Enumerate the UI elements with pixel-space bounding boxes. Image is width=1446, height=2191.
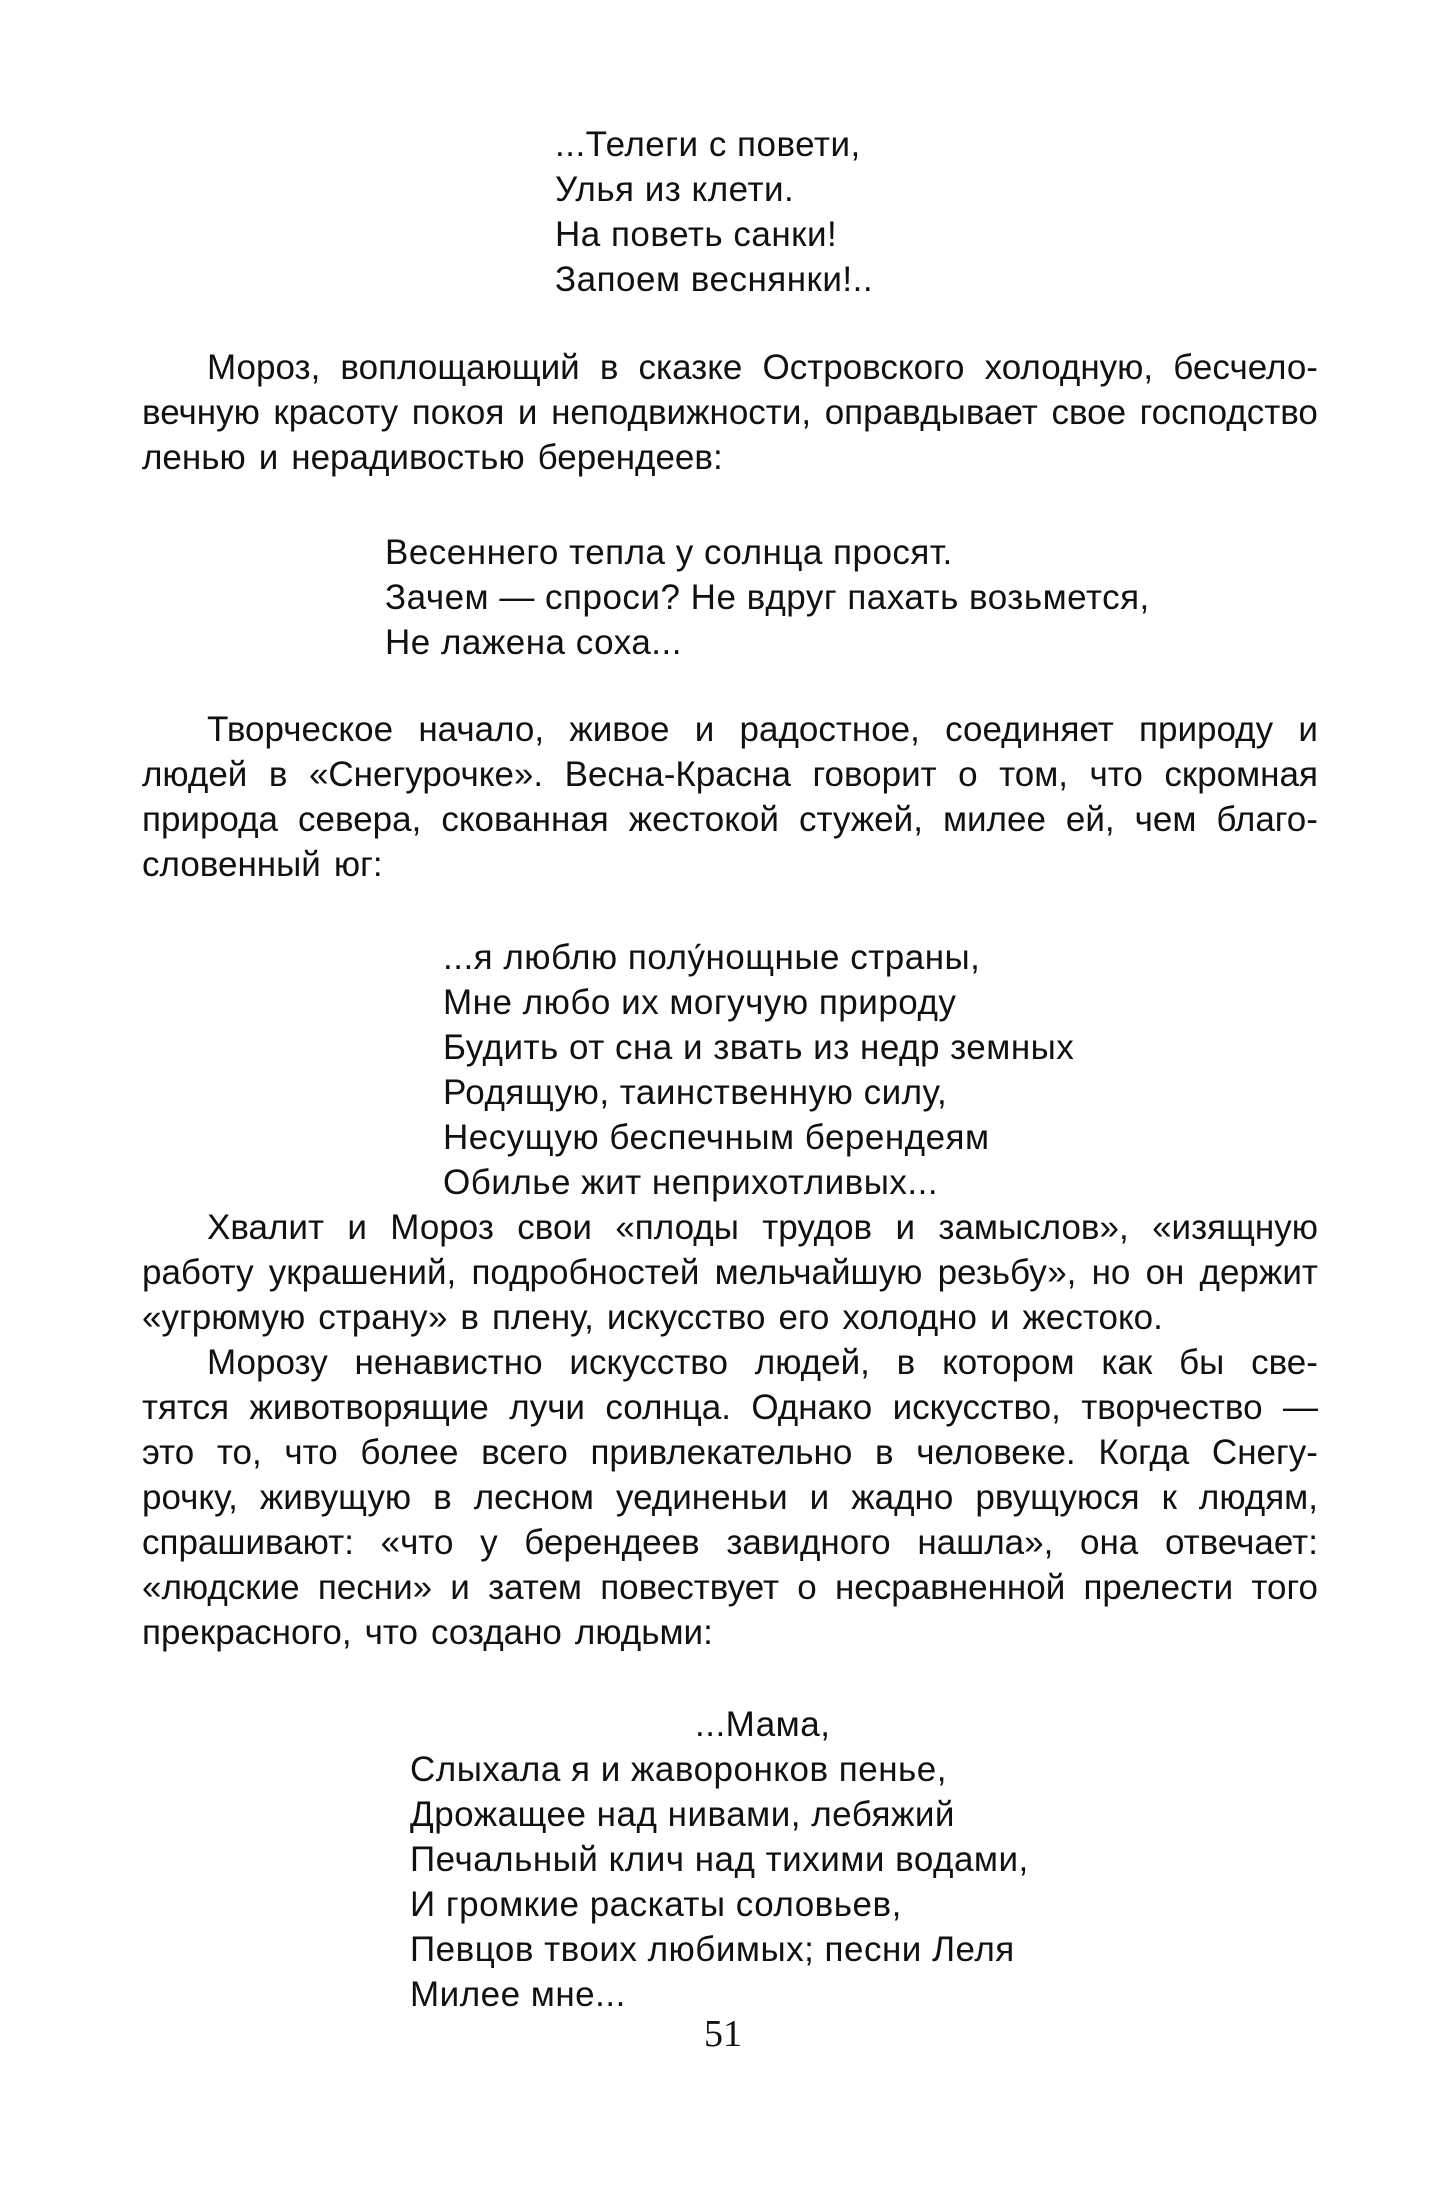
word: творчество [1081,1388,1263,1427]
word: Творческое [207,710,394,749]
word: искусство, [892,1388,1061,1427]
prose-line [142,752,1318,797]
word: прелести [1083,1568,1234,1607]
verse-line: На поветь санки! [555,215,838,254]
word: «изящную [1152,1208,1318,1247]
word: сказке [638,348,743,387]
word: людей [142,755,248,794]
word: благо- [1216,800,1318,839]
word: том, [999,755,1069,794]
verse-1 [555,122,873,302]
word: Морозу [207,1343,328,1382]
prose-line [142,345,1318,390]
verse-line: ...я люблю полу́нощные страны, [443,938,981,977]
word: соединяет [945,710,1114,749]
verse-line: Будить от сна и звать из недр земных [443,1028,1075,1067]
verse-4 [410,1702,1029,2017]
prose-line [142,797,1318,842]
word: свои [517,1208,592,1247]
verse-line: Певцов твоих любимых; песни Леля [410,1930,1015,1969]
word: и [809,1478,830,1517]
word: привлекательно [590,1433,853,1472]
verse-line: Родящую, таинственную силу, [443,1073,948,1112]
word: севера, [298,800,422,839]
word: «людские [142,1568,300,1607]
word: он [1145,1253,1185,1292]
verse-line: И громкие раскаты соловьев, [410,1885,902,1924]
word: то, [216,1433,262,1472]
word: плену, [492,1298,594,1337]
word: затем [488,1568,582,1607]
verse-line: Мне любо их могучую природу [443,983,957,1022]
verse-line: Зачем — спроси? Не вдруг пахать возьмется, [385,578,1150,617]
paragraph-1 [142,345,1318,480]
word: и [1298,710,1318,749]
word: но [1091,1253,1131,1292]
word: и [517,393,538,432]
prose-line [142,1205,1318,1250]
prose-line [142,1520,1318,1565]
word: о [797,1568,817,1607]
word: в [460,1298,480,1337]
word: вечную [142,393,260,432]
word: у [480,1523,498,1562]
word: нашла», [917,1523,1054,1562]
prose-line [142,1475,1318,1520]
word: в [896,1343,916,1382]
word: ей, [1065,800,1115,839]
word: резьбу», [937,1253,1077,1292]
word: рвущуюся [975,1478,1140,1517]
word: держит [1199,1253,1318,1292]
verse-line: ...Телеги с повети, [555,125,861,164]
word: и [258,438,279,477]
word: — [1282,1388,1318,1427]
word: повествует [600,1568,780,1607]
prose-line [142,1430,1318,1475]
word: холодную, [984,348,1154,387]
word: говорит [812,755,937,794]
word: живущую [259,1478,412,1517]
word: ленью [142,438,246,477]
word: красоту [273,393,399,432]
word: све- [1251,1343,1318,1382]
word: в [599,348,619,387]
word: животворящие [249,1388,489,1427]
word: людьми: [574,1613,713,1652]
word: берендеев [524,1523,700,1562]
prose-line [142,1340,1318,1385]
word: покоя [411,393,505,432]
word: природу [1139,710,1274,749]
word: свое [1051,393,1127,432]
word: лесном [473,1478,594,1517]
word: берендеев: [537,438,723,477]
prose-line [142,435,1318,480]
word: оправдывает [824,393,1038,432]
word: о [958,755,978,794]
word: это [142,1433,195,1472]
word: искусство [606,1298,766,1337]
prose-line [142,707,1318,752]
word: что [1089,755,1143,794]
page-number: 51 [704,2013,742,2055]
word: трудов [762,1208,873,1247]
word: украшений, [268,1253,457,1292]
word: что [284,1433,338,1472]
word: «Снегурочке». [308,755,544,794]
word: прекрасного, [142,1613,352,1652]
word: в [268,755,288,794]
word: более [360,1433,459,1472]
word: того [1251,1568,1318,1607]
prose-line [142,1295,1318,1340]
word: стужей, [798,800,923,839]
word: Снегу- [1211,1433,1318,1472]
prose-line [142,1610,1318,1655]
paragraph-2 [142,707,1318,887]
word: страну» [318,1298,448,1337]
word: холодно [842,1298,977,1337]
prose-line [142,1565,1318,1610]
word: «плоды [615,1208,739,1247]
word: людям, [1198,1478,1318,1517]
word: завидного [726,1523,891,1562]
word: бы [1179,1343,1225,1382]
word: тятся [142,1388,230,1427]
word: радостное, [739,710,920,749]
verse-line: Улья из клети. [555,170,795,209]
word: мельчайшую [714,1253,923,1292]
verse-line: Милее мне... [410,1975,626,2014]
word: она [1079,1523,1139,1562]
verse-line: Запоем веснянки!.. [555,260,874,299]
prose-line [142,842,1318,887]
word: и [989,1298,1010,1337]
word: к [1161,1478,1177,1517]
word: живое [569,710,670,749]
word: в [433,1478,452,1517]
word: Мороз [390,1208,494,1247]
word: жестокой [628,800,779,839]
verse-line: Дрожащее над нивами, лебяжий [410,1795,955,1834]
word: работу [142,1253,254,1292]
word: спрашивают: [142,1523,354,1562]
word: нерадивостью [291,438,525,477]
word: Когда [1098,1433,1190,1472]
prose-line [142,1250,1318,1295]
word: «что [380,1523,454,1562]
word: милее [942,800,1046,839]
word: солнца. [605,1388,731,1427]
word: юг: [333,845,383,884]
word: лучи [509,1388,585,1427]
word: чем [1134,800,1197,839]
word: несравненной [834,1568,1066,1607]
verse-line: Весеннего тепла у солнца просят. [385,533,953,572]
word: Мороз, [207,348,321,387]
word: жестоко. [1022,1298,1163,1337]
word: неподвижности, [551,393,812,432]
verse-line: Несущую беспечным берендеям [443,1118,990,1157]
word: и [450,1568,470,1607]
word: скованная [441,800,609,839]
word: и [895,1208,916,1247]
verse-line: Слыхала я и жаворонков пенье, [410,1750,947,1789]
word: начало, [418,710,545,749]
word: искусство [569,1343,728,1382]
verse-3 [443,935,1074,1205]
word: Однако [751,1388,873,1427]
word: и [694,710,715,749]
verse-2 [385,530,1150,665]
word: ненавистно [354,1343,543,1382]
word: отвечает: [1164,1523,1318,1562]
word: скромная [1164,755,1318,794]
word: рочку, [142,1478,238,1517]
word: как [1101,1343,1153,1382]
word: Островского [762,348,965,387]
word: словенный [142,845,321,884]
word: его [778,1298,830,1337]
word: природа [142,800,279,839]
word: создано [430,1613,562,1652]
prose-line [142,1385,1318,1430]
word: жадно [851,1478,954,1517]
word: что [364,1613,418,1652]
verse-line: Не лажена соха... [385,623,682,662]
verse-line: Обилье жит неприхотливых... [443,1163,939,1202]
prose-line [142,390,1318,435]
word: людей, [754,1343,870,1382]
word: подробностей [471,1253,700,1292]
word: «угрюмую [142,1298,306,1337]
word: в [874,1433,894,1472]
word: всего [481,1433,568,1472]
paragraph-3 [142,1205,1318,1340]
paragraph-4 [142,1340,1318,1655]
word: Весна-Красна [564,755,791,794]
word: и [347,1208,367,1247]
verse-line: ...Мама, [695,1705,831,1744]
word: замыслов», [938,1208,1129,1247]
word: воплощающий [340,348,580,387]
word: песни» [317,1568,433,1607]
word: уединеньи [615,1478,788,1517]
word: господство [1139,393,1318,432]
word: Хвалит [207,1208,325,1247]
word: человеке. [916,1433,1076,1472]
word: котором [942,1343,1075,1382]
verse-line: Печальный клич над тихими водами, [410,1840,1029,1879]
word: бесчело- [1173,348,1318,387]
